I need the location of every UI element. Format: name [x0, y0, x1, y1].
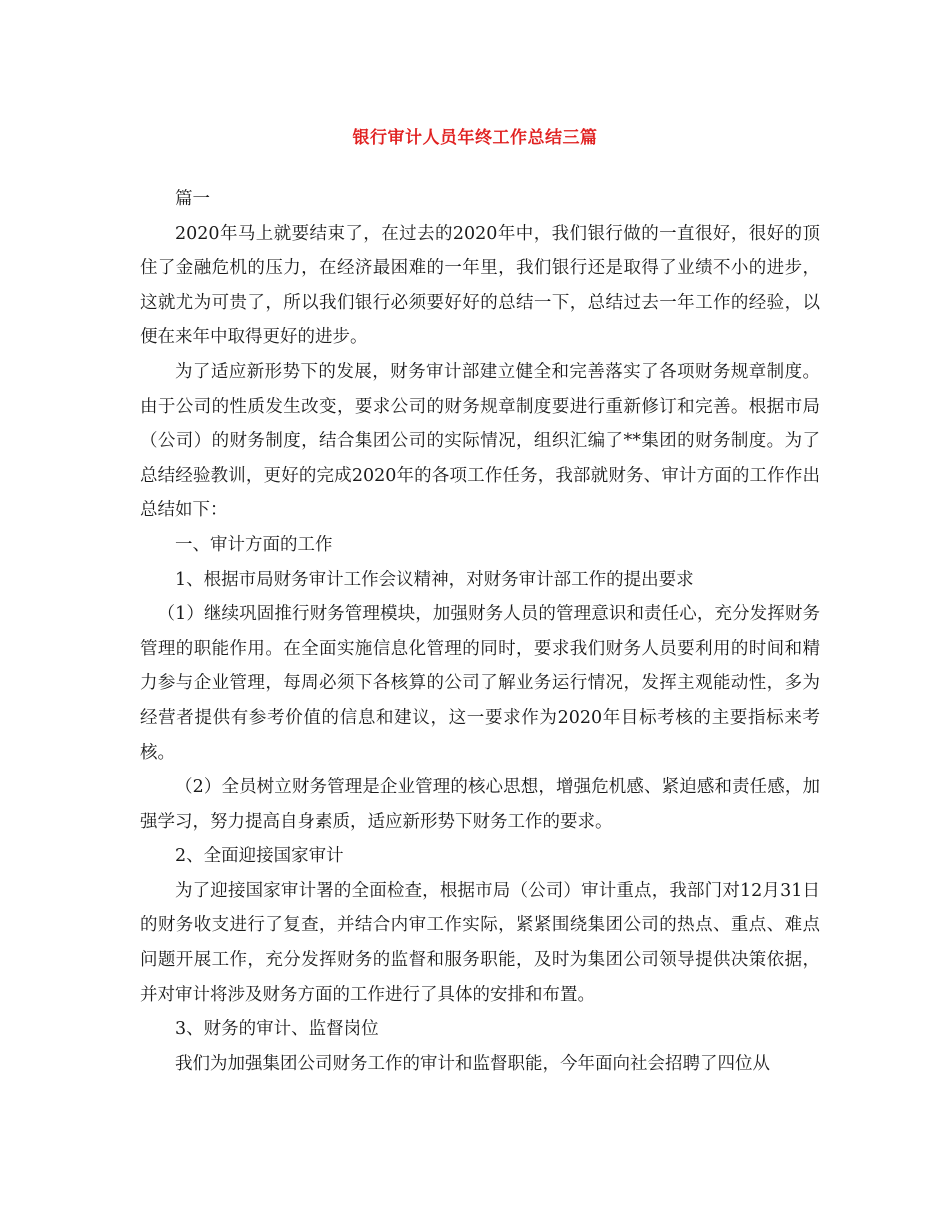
subsection-heading: 2、全面迎接国家审计: [175, 846, 344, 867]
paragraph: 为了迎接国家审计署的全面检查，根据市局（公司）审计重点，我部门对12月31日的财务收支进行了复查，并结合内审工作实际，紧紧围绕集团公司的热点、重点、难点问题开展工作，充分发挥财务的监督和服务职能，及时为集团公司领导提供决策依据，并对审计将涉及财务方面的工作进行了具体的安排和布置。: [140, 880, 820, 1005]
subsection-heading: 3、财务的审计、监督岗位: [175, 1019, 379, 1040]
subsection-heading: 1、根据市局财务审计工作会议精神，对财务审计部工作的提出要求: [175, 569, 694, 590]
section-heading: 篇一: [175, 189, 210, 209]
paragraph: 我们为加强集团公司财务工作的审计和监督职能，今年面向社会招聘了四位从: [175, 1053, 770, 1074]
paragraph: 2020年马上就要结束了，在过去的2020年中，我们银行做的一直很好，很好的顶住了金融危机的压力，在经济最困难的一年里，我们银行还是取得了业绩不小的进步，这就尤为可贵了，所以我们银行必须要好好的总结一下，总结过去一年工作的经验，以便在来年中取得更好的进步。: [140, 223, 820, 348]
paragraph: （2）全员树立财务管理是企业管理的核心思想，增强危机感、紧迫感和责任感，加强学习，努力提高自身素质，适应新形势下财务工作的要求。: [140, 777, 820, 832]
section-heading: 一、审计方面的工作: [175, 534, 333, 555]
paragraph: 为了适应新形势下的发展，财务审计部建立健全和完善落实了各项财务规章制度。由于公司的性质发生改变，要求公司的财务规章制度要进行重新修订和完善。根据市局（公司）的财务制度，结合集团公司的实际情况，组织汇编了**集团的财务制度。为了总结经验教训，更好的完成2020年的各项工作任务，我部就财务、审计方面的工作作出总结如下：: [140, 361, 820, 521]
paragraph: （1）继续巩固推行财务管理模块，加强财务人员的管理意识和责任心，充分发挥财务管理的职能作用。在全面实施信息化管理的同时，要求我们财务人员要利用的时间和精力参与企业管理，每周必须下各核算的公司了解业务运行情况，发挥主观能动性，多为经营者提供有参考价值的信息和建议，这一要求作为2020年目标考核的主要指标来考核。: [140, 604, 820, 763]
document-body: [140, 182, 820, 1081]
document-title: 银行审计人员年终工作总结三篇: [352, 128, 598, 148]
